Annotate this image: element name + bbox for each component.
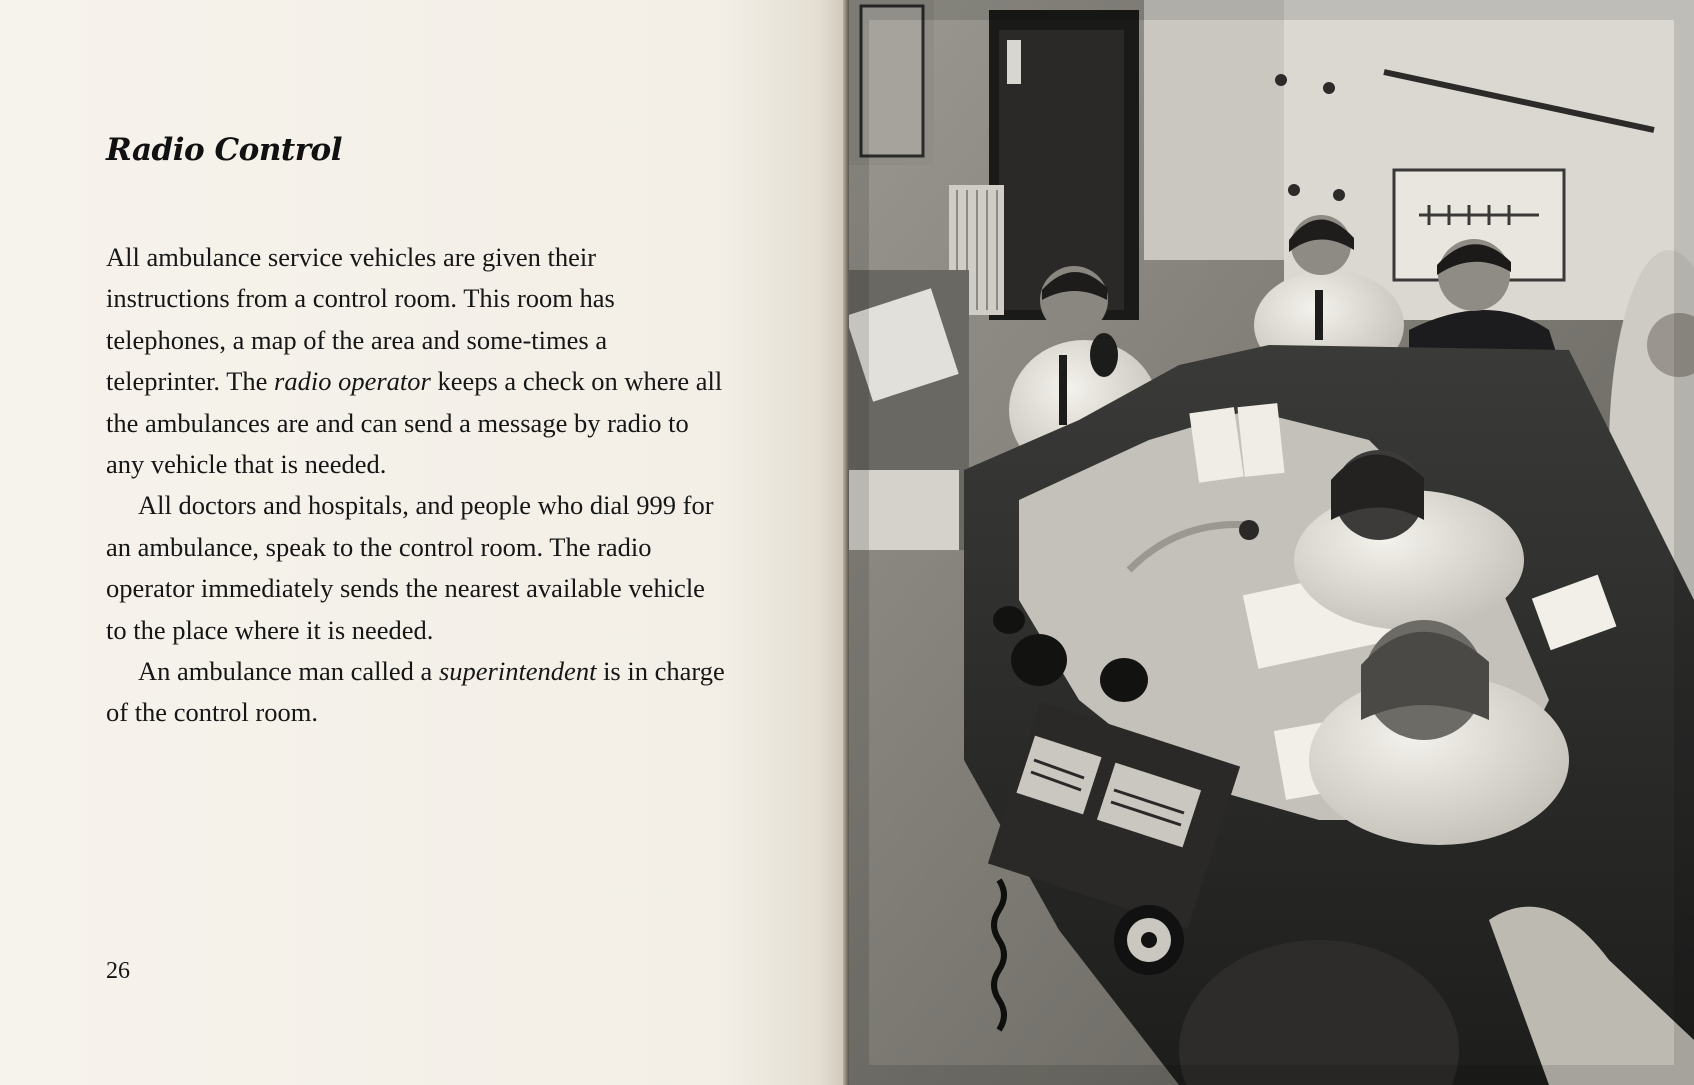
page-number: 26	[106, 958, 130, 984]
paragraph-1: All ambulance service vehicles are given their instructions from a control room. This room has telephones, a map of the area and some-times a teleprinter. The radio operator keeps a check on where all the ambulances are and can send a message by radio to any vehicle that is needed.	[106, 242, 723, 480]
paragraph-3: An ambulance man called a superintendent is in charge of the control room.	[106, 656, 725, 728]
body-text	[106, 237, 726, 734]
page-title: Radio Control	[106, 132, 342, 168]
paragraph-2: All doctors and hospitals, and people who dial 999 for an ambulance, speak to the control room. The radio operator immediately sends the nearest available vehicle to the place where it is needed.	[106, 490, 714, 645]
control-room-photo-icon	[849, 0, 1694, 1085]
control-room-photo	[849, 0, 1694, 1085]
left-page	[0, 0, 845, 1085]
